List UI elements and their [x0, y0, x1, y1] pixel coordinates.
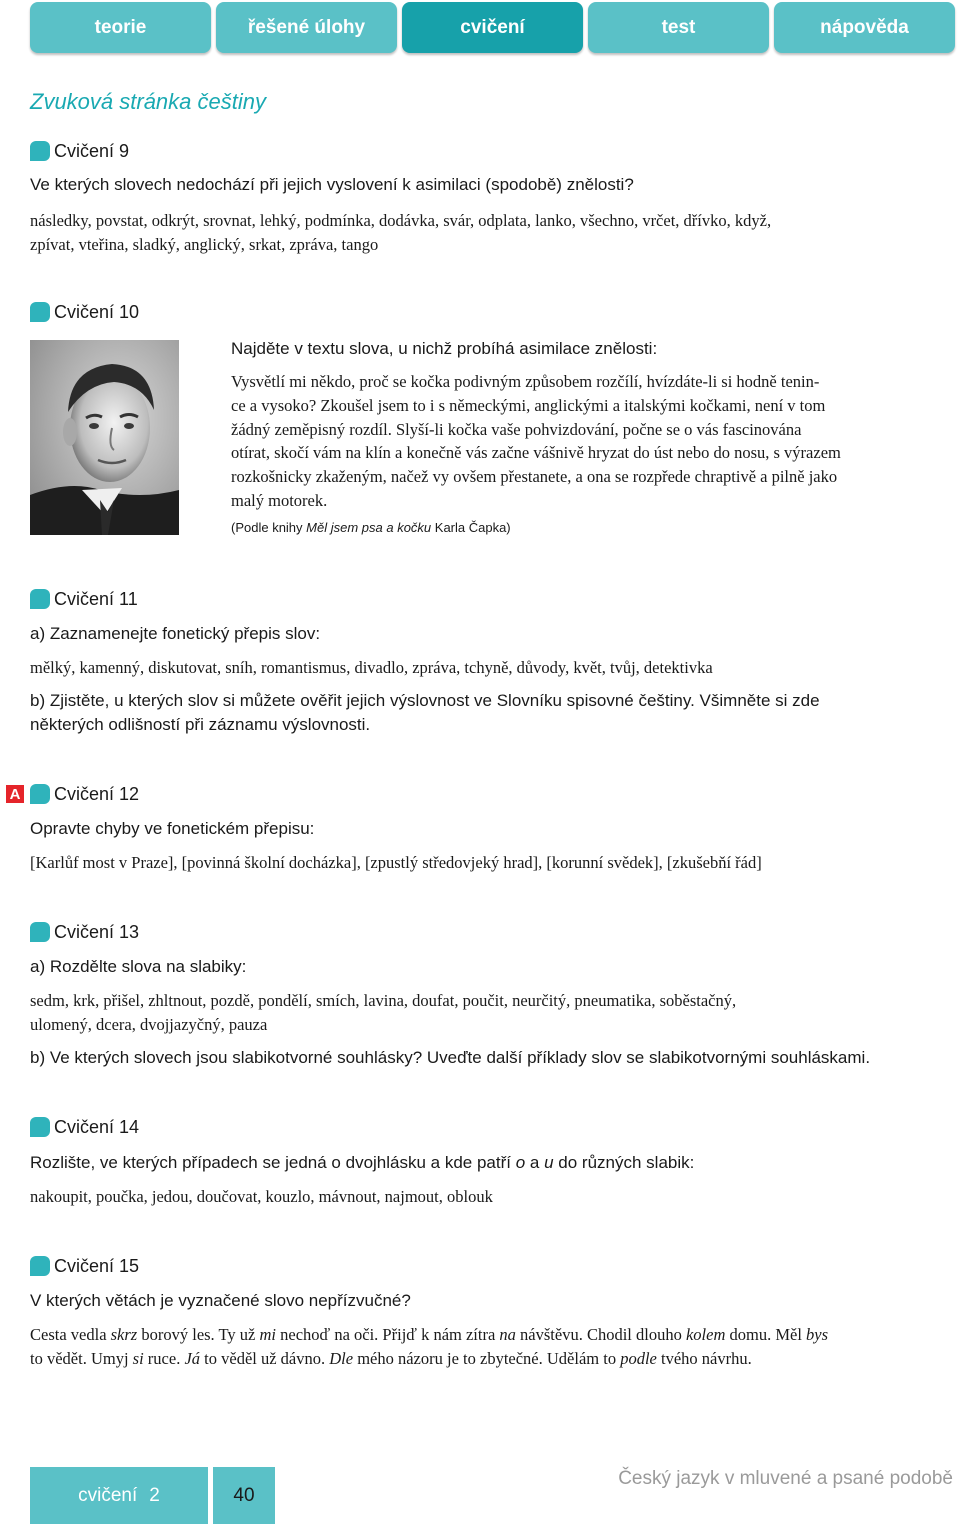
question-part: Rozlište, ve kterých případech se jedná o dvojhlásku a kde patří	[30, 1153, 516, 1172]
exercise-10-question: Najděte v textu slova, u nichž probíhá asimilace znělosti:	[231, 339, 658, 358]
sentence-text: borový les. Ty už	[137, 1325, 260, 1344]
sentence-text: Cesta vedla	[30, 1325, 111, 1344]
exercise-marker-icon	[30, 1117, 50, 1137]
exercise-marker-icon	[30, 922, 50, 942]
exercise-14-title: Cvičení 14	[54, 1116, 140, 1137]
exercise-11-task-b-2: některých odlišností při záznamu výslovnosti.	[30, 715, 371, 734]
tab-resene-ulohy[interactable]: řešené úlohy	[216, 2, 397, 53]
exercise-13-task-b: b) Ve kterých slovech jsou slabikotvorné souhlásky? Uveďte další příklady slov se slabikotvornými souhláskami.	[30, 1048, 871, 1067]
sentence-text: to vědět. Umyj	[30, 1349, 133, 1368]
highlighted-word: bys	[806, 1325, 829, 1344]
author-portrait	[30, 340, 179, 535]
exercise-12-heading	[30, 783, 139, 805]
highlighted-word: podle	[620, 1349, 657, 1368]
advanced-badge: A	[6, 785, 24, 803]
caption-book-title: Měl jsem psa a kočku	[306, 520, 432, 535]
question-part: a	[525, 1153, 545, 1172]
exercise-11-heading	[30, 588, 138, 610]
exercise-14-question	[30, 1151, 694, 1175]
tab-napoveda[interactable]: nápověda	[774, 2, 955, 53]
question-letter-u: u	[544, 1153, 554, 1172]
question-letter-o: o	[515, 1153, 526, 1172]
footer-section-label: cvičení	[78, 1484, 138, 1506]
exercise-marker-icon	[30, 302, 50, 322]
sentence-text: návštěvu. Chodil dlouho	[515, 1325, 686, 1344]
exercise-9-question: Ve kterých slovech nedochází při jejich vyslovení k asimilaci (spodobě) znělosti?	[30, 175, 634, 194]
page-title: Zvuková stránka češtiny	[30, 89, 266, 114]
exercise-15-question: V kterých větách je vyznačené slovo nepřízvučné?	[30, 1291, 411, 1310]
sentence-text: domu. Měl	[725, 1325, 807, 1344]
caption-prefix: (Podle knihy	[231, 520, 307, 535]
exercise-12-items: [Karlůf most v Praze], [povinná školní docházka], [zpustlý středovjeký hrad], [korunní svědek], [zkušebňí řád]	[30, 853, 762, 872]
exercise-14-words: nakoupit, poučka, jedou, doučovat, kouzlo, mávnout, najmout, oblouk	[30, 1187, 493, 1206]
exercise-10-caption	[231, 520, 511, 535]
highlighted-word: kolem	[685, 1325, 726, 1344]
exercise-13-task-a: a) Rozdělte slova na slabiky:	[30, 957, 247, 976]
exercise-15-sentences-2	[30, 1347, 752, 1371]
exercise-15-sentences-1	[30, 1323, 828, 1347]
highlighted-word: si	[132, 1349, 144, 1368]
exercise-10-heading	[30, 301, 139, 323]
page-number: 40	[213, 1467, 275, 1524]
question-part: do různých slabik:	[553, 1153, 695, 1172]
exercise-10-text-3: žádný zeměpisný rozdíl. Slyší-li kočka vaše pohvizdování, počne se o vás fascinována	[231, 420, 802, 439]
main-nav	[30, 2, 955, 53]
exercise-14-heading	[30, 1116, 139, 1138]
exercise-12-question: Opravte chyby ve fonetickém přepisu:	[30, 819, 315, 838]
exercise-10-title: Cvičení 10	[54, 301, 140, 322]
exercise-10-text-4: otírat, skočí vám na klín a konečně vás začne vášnivě hryzat do úst nebo do nosu, s výrazem	[231, 443, 841, 462]
exercise-13-heading	[30, 921, 139, 943]
tab-test[interactable]: test	[588, 2, 769, 53]
exercise-13-words-2: ulomený, dcera, dvojjazyčný, pauza	[30, 1015, 268, 1034]
exercise-13-title: Cvičení 13	[54, 921, 140, 942]
highlighted-word: Dle	[329, 1349, 354, 1368]
sentence-text: nechoď na oči. Přijď k nám zítra	[276, 1325, 500, 1344]
highlighted-word: skrz	[110, 1325, 138, 1344]
exercise-9-words-1: následky, povstat, odkrýt, srovnat, lehký, podmínka, dodávka, svár, odplata, lanko, všechno, vrčet, dřívko, když,	[30, 211, 772, 230]
exercise-9-words-2: zpívat, vteřina, sladký, anglický, srkat, zpráva, tango	[30, 235, 379, 254]
sentence-text: mého názoru je to zbytečné. Udělám to	[353, 1349, 621, 1368]
exercise-marker-icon	[30, 589, 50, 609]
exercise-10-text-2: ce a vysoko? Zkoušel jsem to i s německými, anglickými a italskými kočkami, není v tom	[231, 396, 826, 415]
exercise-11-task-b-1: b) Zjistěte, u kterých slov si můžete ověřit jejich výslovnost ve Slovníku spisovné češtiny. Všimněte si zde	[30, 691, 820, 710]
exercise-9-title: Cvičení 9	[54, 140, 130, 161]
exercise-10-text-1: Vysvětlí mi někdo, proč se kočka podivným způsobem rozčílí, hvízdáte-li si hodně tenin-	[231, 372, 820, 391]
highlighted-word: na	[499, 1325, 516, 1344]
book-title: Český jazyk v mluvené a psané podobě	[618, 1468, 953, 1489]
exercise-15-heading	[30, 1255, 139, 1277]
caption-suffix: Karla Čapka)	[431, 520, 511, 535]
exercise-marker-icon	[30, 141, 50, 161]
sentence-text: to věděl už dávno.	[200, 1349, 330, 1368]
footer-section-number: 2	[149, 1484, 160, 1506]
sentence-text: tvého návrhu.	[656, 1349, 752, 1368]
tab-teorie[interactable]: teorie	[30, 2, 211, 53]
exercise-10-text-5: rozkošnicky zkaženým, načež vy ovšem přestanete, a ona se rozpřede chraptivě a pilně jako	[231, 467, 838, 486]
highlighted-word: mi	[259, 1325, 277, 1344]
exercise-15-title: Cvičení 15	[54, 1255, 140, 1276]
exercise-11-task-a: a) Zaznamenejte fonetický přepis slov:	[30, 624, 321, 643]
exercise-9-heading	[30, 140, 129, 162]
tab-cviceni[interactable]: cvičení	[402, 2, 583, 53]
exercise-marker-icon	[30, 1256, 50, 1276]
exercise-11-words: mělký, kamenný, diskutovat, sníh, romantismus, divadlo, zpráva, tchyně, důvody, květ, tvůj, detektivka	[30, 658, 713, 677]
exercise-11-title: Cvičení 11	[54, 588, 138, 609]
highlighted-word: Já	[184, 1349, 201, 1368]
exercise-13-words-1: sedm, krk, přišel, zhltnout, pozdě, pondělí, smích, lavina, doufat, poučit, neurčitý, pneumatika, soběstačný,	[30, 991, 737, 1010]
exercise-marker-icon	[30, 784, 50, 804]
exercise-10-text-6: malý motorek.	[231, 491, 328, 510]
exercise-12-title: Cvičení 12	[54, 783, 140, 804]
footer-section	[30, 1467, 208, 1524]
sentence-text: ruce.	[143, 1349, 185, 1368]
